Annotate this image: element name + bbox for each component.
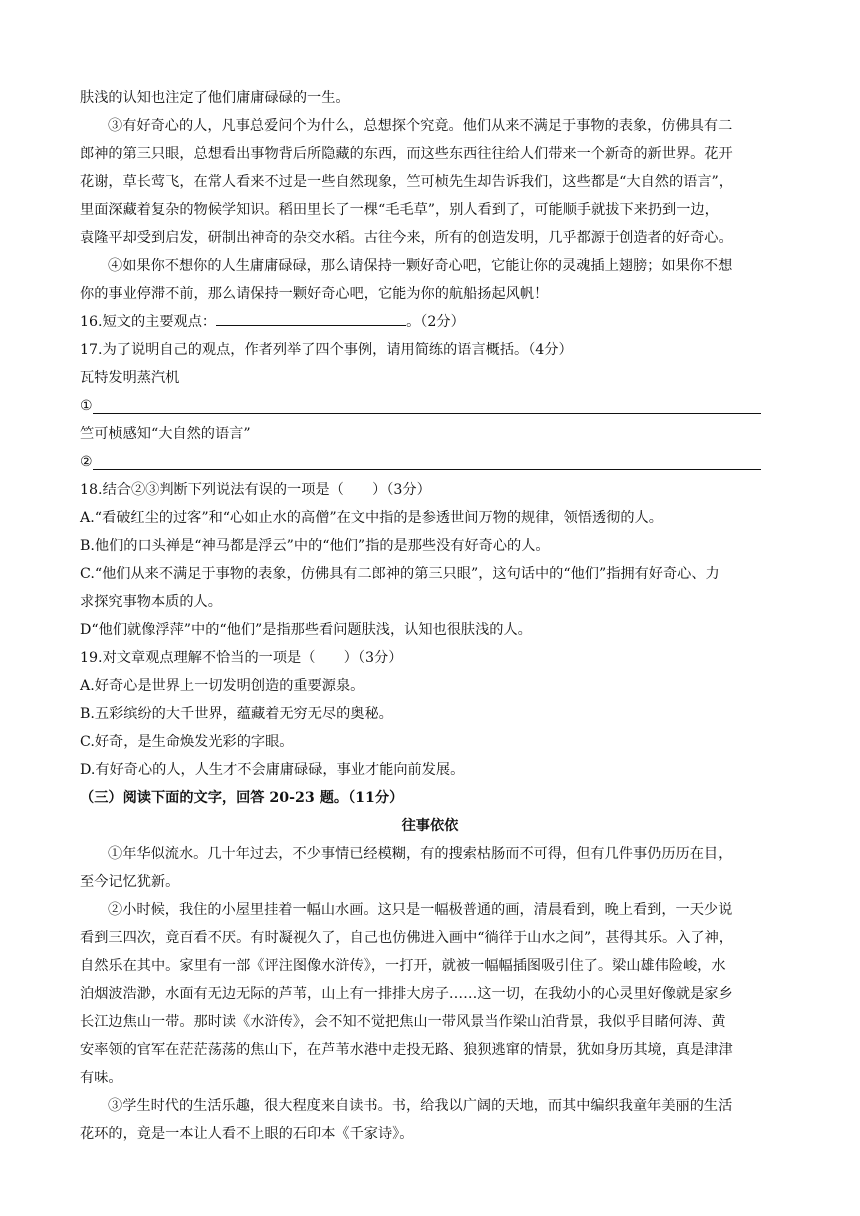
question-17-answer-blank-1[interactable] [93,397,761,414]
question-17-answer-blank-2[interactable] [93,453,761,470]
exam-page [80,84,780,1148]
question-18-option-b: B.他们的口头禅是“神马都是浮云”中的“他们”指的是那些没有好奇心的人。 [80,538,550,554]
question-16 [80,308,780,336]
question-19-option-c: C.好奇，是生命焕发光彩的字眼。 [80,734,294,750]
paragraph-line: 花谢，草长莺飞，在常人看来不过是一些自然现象，竺可桢先生却告诉我们，这些都是“大自然的语言”， [80,174,733,190]
previous-paragraph-tail: 肤浅的认知也注定了他们庸庸碌碌的一生。 [80,90,350,106]
paragraph-line: 自然乐在其中。家里有一部《评注图像水浒传》，一打开，就被一幅幅插图吸引住了。梁山雄伟险峻，水 [80,958,726,974]
paragraph-line: ②小时候，我住的小屋里挂着一幅山水画。这只是一幅极普通的画，清晨看到，晚上看到，一天少说 [108,902,733,918]
question-19-option-a: A.好奇心是世界上一切发明创造的重要源泉。 [80,678,365,694]
paragraph-line: 看到三四次，竟百看不厌。有时凝视久了，自己也仿佛进入画中“徜徉于山水之间”，甚得其乐。入了神， [80,930,733,946]
paragraph-line: 你的事业停滞不前，那么请保持一颗好奇心吧，它能为你的航船扬起风帆！ [80,286,549,302]
question-16-suffix: 。（2分） [406,314,465,330]
question-19: 19.对文章观点理解不恰当的一项是（ ）（3分） [80,650,403,666]
question-18: 18.结合②③判断下列说法有误的一项是（ ）（3分） [80,482,431,498]
paragraph-line: ④如果你不想你的人生庸庸碌碌，那么请保持一颗好奇心吧，它能让你的灵魂插上翅膀；如果你不想 [108,258,733,274]
question-17-blank-2-row [80,448,780,476]
question-18-option-d: D“他们就像浮萍”中的“他们”是指那些看问题肤浅，认知也很肤浅的人。 [80,622,532,638]
paragraph-line: 有味。 [80,1070,123,1086]
story-paragraph-3 [80,1092,780,1148]
paragraph-line: 花环的，竟是一本让人看不上眼的石印本《千家诗》。 [80,1126,414,1142]
question-19-option-b: B.五彩缤纷的大千世界，蕴藏着无穷无尽的奥秘。 [80,706,393,722]
paragraph-line: 安率领的官军在茫茫荡荡的焦山下，在芦苇水港中走投无路、狼狈逃窜的情景，犹如身历其境，真是津津 [80,1042,733,1058]
question-16-prefix: 16.短文的主要观点： [80,314,217,330]
question-17-blank-1-marker: ① [80,398,93,414]
question-18-option-c-cont: 求探究事物本质的人。 [80,594,222,610]
paragraph-line: 里面深藏着复杂的物候学知识。稻田里长了一棵“毛毛草”，别人看到了，可能顺手就拔下来扔到一边， [80,202,719,218]
question-17-blank-1-row [80,392,780,420]
question-18-option-a: A.“看破红尘的过客”和“心如止水的高僧”在文中指的是参透世间万物的规律，领悟透彻的人。 [80,510,663,526]
paragraph-line: ③学生时代的生活乐趣，很大程度来自读书。书，给我以广阔的天地，而其中编织我童年美丽的生活 [108,1098,733,1114]
question-17: 17.为了说明自己的观点，作者列举了四个事例，请用简练的语言概括。（4分） [80,342,573,358]
paragraph-line: ①年华似流水。几十年过去，不少事情已经模糊，有的搜索枯肠而不可得，但有几件事仍历历在目， [108,846,733,862]
question-17-example-1: 瓦特发明蒸汽机 [80,370,180,386]
passage-paragraph-4 [80,252,780,308]
question-17-blank-2-marker: ② [80,454,93,470]
paragraph-line: 袁隆平却受到启发，研制出神奇的杂交水稻。古往今来，所有的创造发明，几乎都源于创造者的好奇心。 [80,230,733,246]
paragraph-line: 郎神的第三只眼，总想看出事物背后所隐藏的东西，而这些东西往往给人们带来一个新奇的新世界。花开 [80,146,733,162]
paragraph-line: ③有好奇心的人，凡事总爱问个为什么，总想探个究竟。他们从来不满足于事物的表象，仿佛具有二 [108,118,733,134]
story-paragraph-1 [80,840,780,896]
paragraph-line: 至今记忆犹新。 [80,874,180,890]
section-3-heading: （三）阅读下面的文字，回答 20-23 题。（11分） [80,790,404,806]
question-16-answer-blank[interactable] [216,311,406,326]
question-17-example-2: 竺可桢感知“大自然的语言” [80,426,251,442]
question-19-option-d: D.有好奇心的人，人生才不会庸庸碌碌，事业才能向前发展。 [80,762,465,778]
story-paragraph-2 [80,896,780,1092]
passage-title: 往事依依 [401,818,459,834]
question-18-option-c: C.“他们从来不满足于事物的表象，仿佛具有二郎神的第三只眼”，这句话中的“他们”指拥有好奇心、力 [80,566,720,582]
paragraph-line: 长江边焦山一带。那时读《水浒传》，会不知不觉把焦山一带风景当作梁山泊背景，我似乎目睹何涛、黄 [80,1014,726,1030]
paragraph-line: 泊烟波浩渺，水面有无边无际的芦苇，山上有一排排大房子……这一切，在我幼小的心灵里好像就是家乡 [80,986,733,1002]
passage-paragraph-3 [80,112,780,252]
